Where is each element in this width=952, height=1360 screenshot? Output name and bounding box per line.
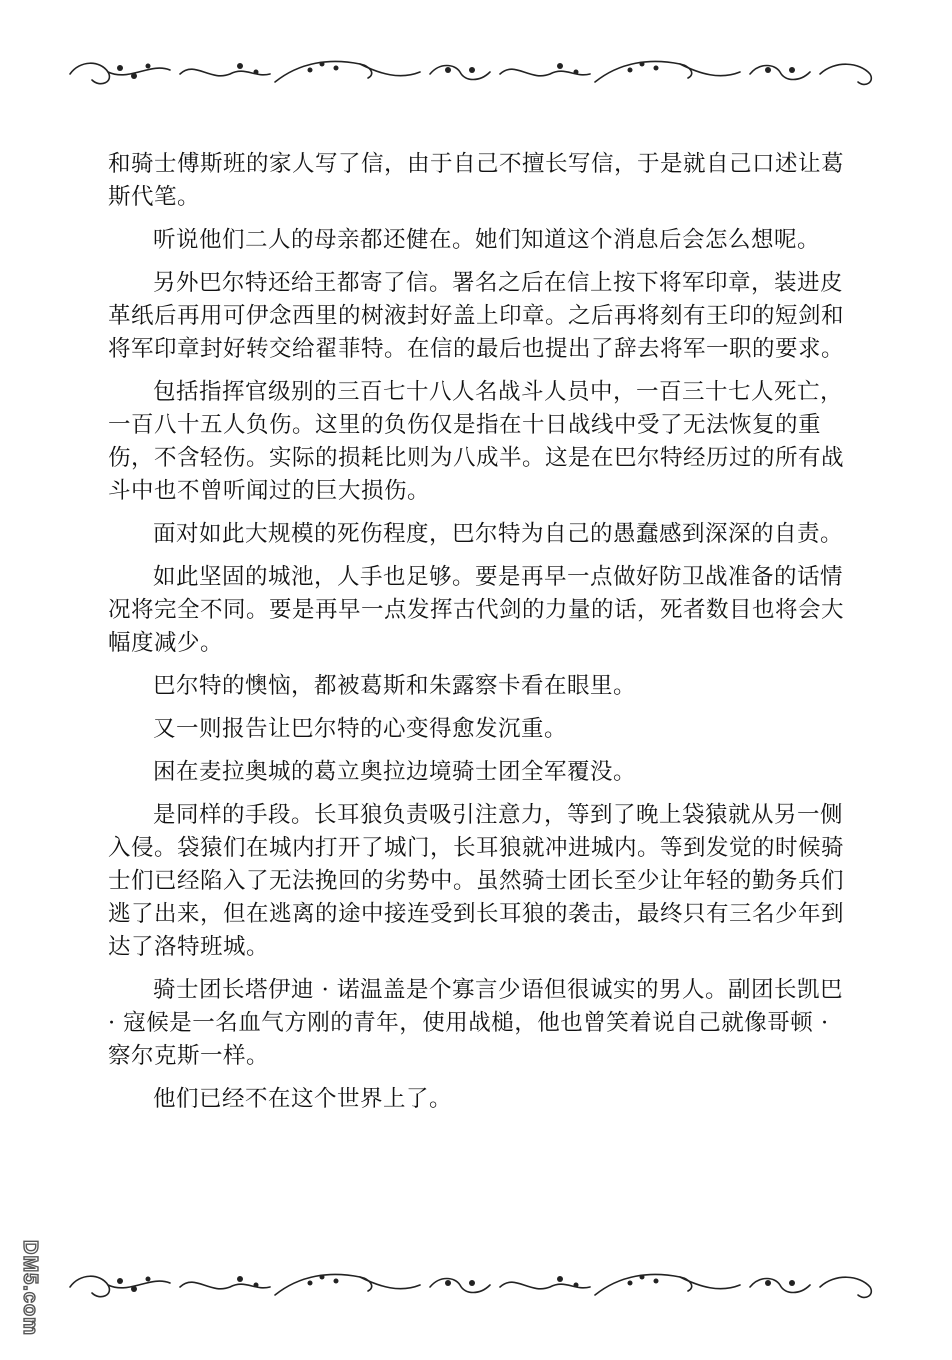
paragraph: 困在麦拉奥城的葛立奥拉边境骑士团全军覆没。 — [153, 759, 637, 785]
paragraph: 又一则报告让巴尔特的心变得愈发沉重。 — [153, 716, 568, 742]
paragraph: 另外巴尔特还给王都寄了信。署名之后在信上按下将军印章，装进皮革纸后再用可伊念西里的树液封好盖上印章。之后再将刻有王印的短剑和将军印章封好转交给翟菲特。在信的最后也提出了辞去将军一职的要求。 — [108, 270, 845, 362]
paragraph: 听说他们二人的母亲都还健在。她们知道这个消息后会怎么想呢。 — [153, 227, 821, 253]
paragraph: 包括指挥官级别的三百七十八人名战斗人员中，一百三十七人死亡，一百八十五人负伤。这里的负伤仅是指在十日战线中受了无法恢复的重伤，不含轻伤。实际的损耗比则为八成半。这是在巴尔特经历过的所有战斗中也不曾听闻过的巨大损伤。 — [108, 379, 845, 504]
paragraph: 骑士团长塔伊迪 · 诺温盖是个寡言少语但很诚实的男人。副团长凯巴 · 寇候是一名血气方刚的青年，使用战槌，他也曾笑着说自己就像哥顿 · 察尔克斯一样。 — [108, 977, 843, 1069]
paragraph: 巴尔特的懊恼，都被葛斯和朱露察卡看在眼里。 — [153, 673, 637, 699]
paragraph: 他们已经不在这个世界上了。 — [153, 1086, 453, 1112]
chapter-body — [108, 148, 848, 1126]
vine-ornament-icon — [60, 1265, 890, 1305]
vine-ornament-icon — [60, 52, 890, 92]
paragraph: 如此坚固的城池，人手也足够。要是再早一点做好防卫战准备的话情况将完全不同。要是再早一点发挥古代剑的力量的话，死者数目也将会大幅度减少。 — [108, 564, 845, 656]
paragraph: 和骑士傅斯班的家人写了信，由于自己不擅长写信，于是就自己口述让葛斯代笔。 — [108, 151, 845, 210]
top-ornament-border — [60, 52, 890, 92]
watermark-text: DM5.com — [19, 1240, 41, 1336]
site-watermark-logo — [2, 1238, 41, 1356]
bottom-ornament-border — [60, 1265, 890, 1305]
paragraph: 面对如此大规模的死伤程度，巴尔特为自己的愚蠢感到深深的自责。 — [153, 521, 844, 547]
paragraph: 是同样的手段。长耳狼负责吸引注意力，等到了晚上袋猿就从另一侧入侵。袋猿们在城内打开了城门，长耳狼就冲进城内。等到发觉的时候骑士们已经陷入了无法挽回的劣势中。虽然骑士团长至少让年轻的勤务兵们逃了出来，但在逃离的途中接连受到长耳狼的袭击，最终只有三名少年到达了洛特班城。 — [108, 802, 845, 960]
